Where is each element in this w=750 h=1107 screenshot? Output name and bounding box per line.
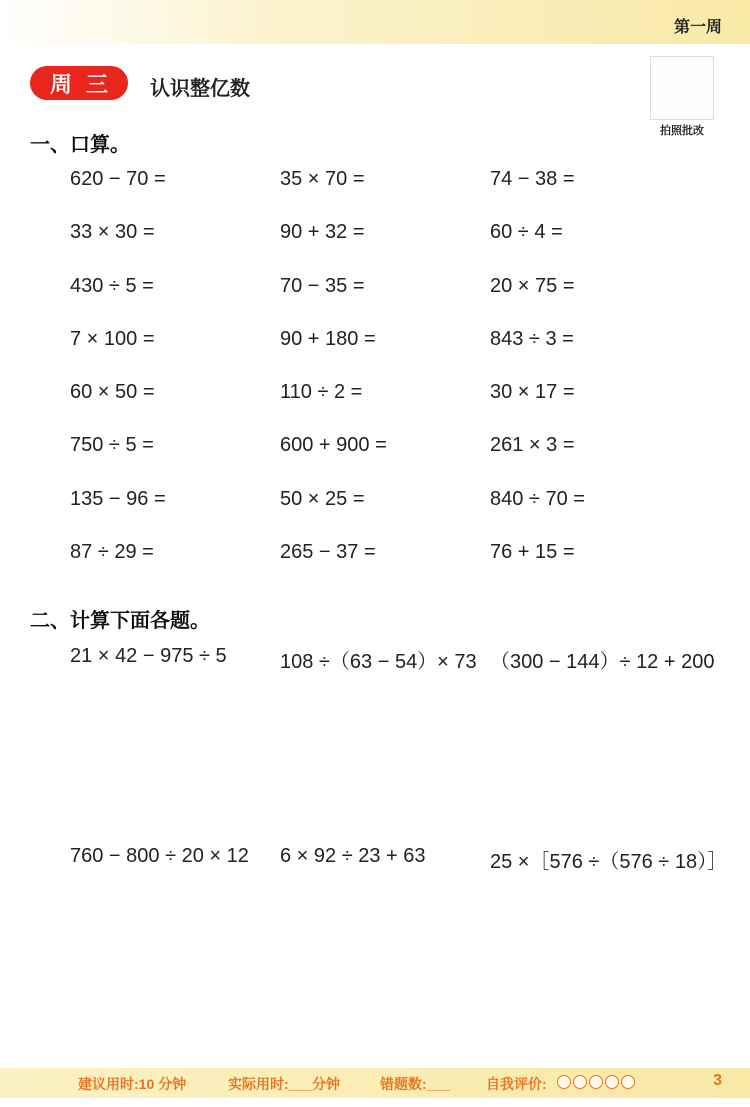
mental-math-grid <box>70 168 710 594</box>
calc-problem: 760 − 800 ÷ 20 × 12 <box>70 845 249 867</box>
problem: 261 × 3 = <box>490 434 575 457</box>
rating-stars[interactable] <box>557 1075 635 1089</box>
day-badge: 周三 <box>30 66 128 100</box>
problem-row <box>70 488 710 541</box>
problem: 135 − 96 = <box>70 487 166 510</box>
error-count: 错题数:___ <box>380 1076 451 1092</box>
problem: 265 − 37 = <box>280 541 376 564</box>
lesson-title: 认识整亿数 <box>150 78 250 100</box>
problem: 20 × 75 = <box>490 274 575 297</box>
problem: 76 + 15 = <box>490 541 575 564</box>
calc-problem: 108 ÷（63 − 54）× 73 <box>280 651 477 673</box>
section1-title: 一、口算。 <box>30 134 130 156</box>
qr-code-box[interactable] <box>650 56 714 120</box>
flower-icon[interactable] <box>589 1075 603 1089</box>
section2-title: 二、计算下面各题。 <box>30 610 210 632</box>
actual-time: 实际用时:___分钟 <box>228 1076 341 1092</box>
self-eval-label: 自我评价: <box>486 1076 547 1092</box>
problem: 843 ÷ 3 = <box>490 327 574 350</box>
problem: 70 − 35 = <box>280 274 365 297</box>
qr-label: 拍照批改 <box>660 125 704 137</box>
problem-row <box>70 381 710 434</box>
problem: 600 + 900 = <box>280 434 387 457</box>
footer-band <box>0 1068 750 1098</box>
problem: 840 ÷ 70 = <box>490 487 585 510</box>
calc-problem: 21 × 42 − 975 ÷ 5 <box>70 645 227 667</box>
problem: 620 − 70 = <box>70 168 166 190</box>
problem: 50 × 25 = <box>280 487 365 510</box>
problem: 430 ÷ 5 = <box>70 274 154 297</box>
problem: 30 × 17 = <box>490 381 575 404</box>
calc-row-1 <box>70 645 730 674</box>
calc-problem: 25 ×［576 ÷（576 ÷ 18）］ <box>490 851 728 873</box>
problem-row <box>70 541 710 594</box>
flower-icon[interactable] <box>621 1075 635 1089</box>
problem-row <box>70 434 710 487</box>
problem: 60 × 50 = <box>70 381 155 404</box>
problem-row <box>70 168 710 221</box>
problem: 90 + 32 = <box>280 221 365 244</box>
problem: 87 ÷ 29 = <box>70 541 154 564</box>
week-label: 第一周 <box>673 19 722 36</box>
calc-row-2 <box>70 845 730 874</box>
problem: 33 × 30 = <box>70 221 155 244</box>
problem: 750 ÷ 5 = <box>70 434 154 457</box>
problem: 60 ÷ 4 = <box>490 221 563 244</box>
header-band <box>0 0 750 44</box>
calc-problem: （300 − 144）÷ 12 + 200 <box>490 651 715 673</box>
problem: 7 × 100 = <box>70 327 155 350</box>
problem: 90 + 180 = <box>280 327 376 350</box>
problem: 74 − 38 = <box>490 168 575 190</box>
problem-row <box>70 221 710 274</box>
page-number: 3 <box>713 1072 722 1089</box>
problem: 35 × 70 = <box>280 168 365 190</box>
problem: 110 ÷ 2 = <box>280 381 363 404</box>
flower-icon[interactable] <box>605 1075 619 1089</box>
problem-row <box>70 328 710 381</box>
suggested-time: 建议用时:10 分钟 <box>78 1076 187 1092</box>
flower-icon[interactable] <box>557 1075 571 1089</box>
calc-problem: 6 × 92 ÷ 23 + 63 <box>280 845 426 867</box>
problem-row <box>70 275 710 328</box>
flower-icon[interactable] <box>573 1075 587 1089</box>
